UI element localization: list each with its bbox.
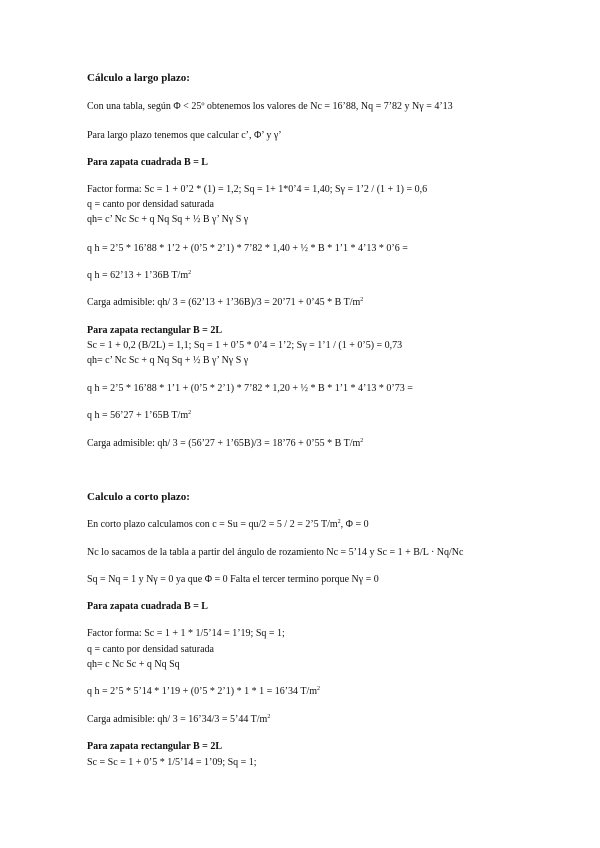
short-term-intro-tail: , Φ = 0 — [340, 519, 369, 530]
short-term-intro — [87, 519, 369, 531]
short-square-admissible-exp: 2 — [267, 714, 271, 720]
short-square-calc — [87, 686, 320, 698]
short-square-q-def: q = canto por densidad saturada — [87, 644, 214, 655]
short-term-intro-exp: 2 — [337, 519, 341, 525]
long-term-intro: Con una tabla, según Φ < 25º obtenemos los valores de Nc = 16’88, Nq = 7’82 y Nγ = 4’13 — [87, 101, 453, 112]
short-square-factors: Factor forma: Sc = 1 + 1 * 1/5’14 = 1’19; Sq = 1; — [87, 628, 285, 639]
short-term-title: Calculo a corto plazo: — [87, 491, 190, 503]
long-term-title: Cálculo a largo plazo: — [87, 72, 190, 84]
long-rect-formula: qh= c’ Nc Sc + q Nq Sq + ½ B γ’ Nγ S γ — [87, 355, 249, 366]
long-rect-result-exp: 2 — [188, 410, 192, 416]
short-rect-factors: Sc = Sc = 1 + 0’5 * 1/5’14 = 1’09; Sq = 1; — [87, 757, 257, 768]
short-square-admissible — [87, 714, 270, 726]
long-rect-factors: Sc = 1 + 0,2 (B/2L) = 1,1; Sq = 1 + 0’5 * 0’4 = 1’2; Sγ = 1’1 / (1 + 0’5) = 0,73 — [87, 340, 403, 351]
long-square-result-text: q h = 62’13 + 1’36B T/m — [87, 270, 189, 281]
long-square-q-def: q = canto por densidad saturada — [87, 199, 214, 210]
long-square-admissible-exp: 2 — [360, 297, 364, 303]
long-square-admissible — [87, 297, 363, 309]
short-term-nc: Nc lo sacamos de la tabla a partir del ángulo de rozamiento Nc = 5’14 y Sc = 1 + B/L · Nq/Nc — [87, 547, 464, 558]
long-rect-result-text: q h = 56’27 + 1’65B T/m — [87, 410, 189, 421]
short-term-sq: Sq = Nq = 1 y Nγ = 0 ya que Φ = 0 Falta el tercer termino porque Nγ = 0 — [87, 574, 379, 585]
long-rect-admissible-text: Carga admisible: qh/ 3 = (56’27 + 1’65B)/3 = 18’76 + 0’55 * B T/m — [87, 438, 361, 449]
long-square-result-exp: 2 — [188, 270, 192, 276]
long-square-admissible-text: Carga admisible: qh/ 3 = (62’13 + 1’36B)/3 = 20’71 + 0’45 * B T/m — [87, 297, 361, 308]
long-square-formula: qh= c’ Nc Sc + q Nq Sq + ½ B γ’ Nγ S γ — [87, 214, 249, 225]
long-rect-heading: Para zapata rectangular B = 2L — [87, 325, 223, 336]
short-term-intro-text: En corto plazo calculamos con c = Su = qu/2 = 5 / 2 = 2’5 T/m — [87, 519, 338, 530]
long-square-factors: Factor forma: Sc = 1 + 0’2 * (1) = 1,2; Sq = 1+ 1*0’4 = 1,40; Sγ = 1’2 / (1 + 1) = 0,6 — [87, 184, 428, 195]
short-square-calc-text: q h = 2’5 * 5’14 * 1’19 + (0’5 * 2’1) * 1 * 1 = 16’34 T/m — [87, 686, 318, 697]
long-term-need: Para largo plazo tenemos que calcular c’, Φ’ y γ’ — [87, 130, 282, 141]
short-rect-heading: Para zapata rectangular B = 2L — [87, 741, 223, 752]
short-square-heading: Para zapata cuadrada B = L — [87, 601, 208, 612]
long-rect-admissible-exp: 2 — [360, 438, 364, 444]
long-square-calc: q h = 2’5 * 16’88 * 1’2 + (0’5 * 2’1) * 7’82 * 1,40 + ½ * B * 1’1 * 4’13 * 0’6 = — [87, 243, 408, 254]
short-square-admissible-text: Carga admisible: qh/ 3 = 16’34/3 = 5’44 T/m — [87, 714, 268, 725]
long-square-result — [87, 270, 191, 282]
short-square-calc-exp: 2 — [317, 686, 321, 692]
long-rect-result — [87, 410, 191, 422]
long-rect-admissible — [87, 438, 363, 450]
long-square-heading: Para zapata cuadrada B = L — [87, 157, 208, 168]
short-square-formula: qh= c Nc Sc + q Nq Sq — [87, 659, 180, 670]
long-rect-calc: q h = 2’5 * 16’88 * 1’1 + (0’5 * 2’1) * 7’82 * 1,20 + ½ * B * 1’1 * 4’13 * 0’73 = — [87, 383, 413, 394]
